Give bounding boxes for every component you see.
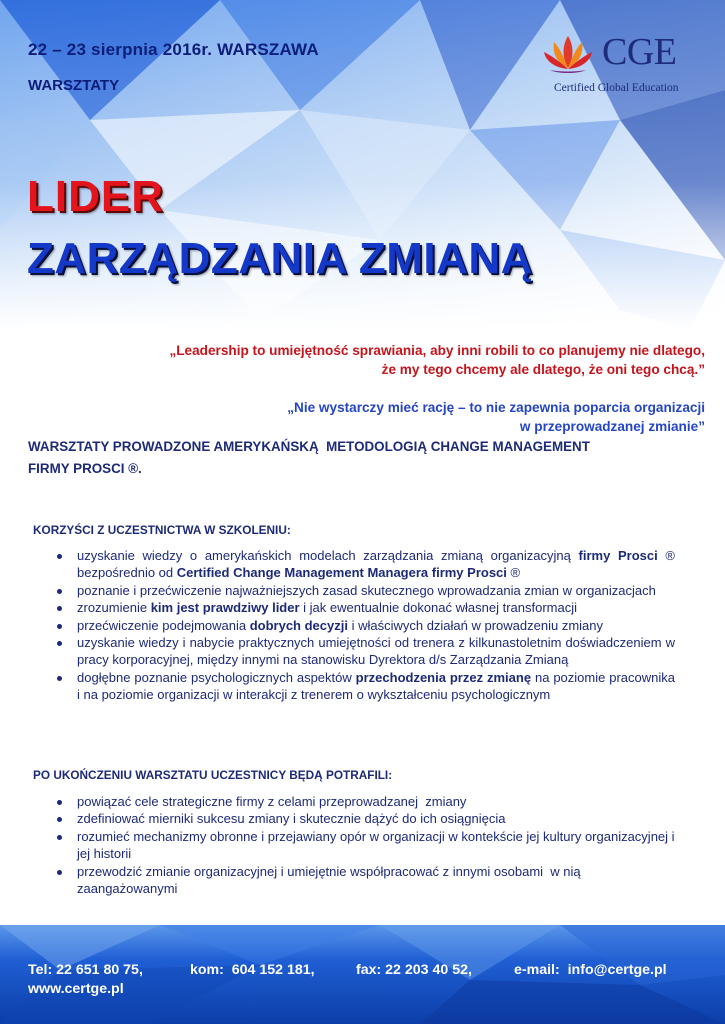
methodology-heading-line-1: WARSZTATY PROWADZONE AMERYKAŃSKĄ METODOLOGIĄ CHANGE MANAGEMENT [28, 439, 590, 454]
quote-support-line-1: „Nie wystarczy mieć rację – to nie zapewnia poparcia organizacji [287, 400, 705, 415]
footer-website[interactable]: www.certge.pl [28, 981, 124, 997]
methodology-heading-line-2: FIRMY PROSCI ®. [28, 461, 142, 476]
list-item: poznanie i przećwiczenie najważniejszych zasad skutecznego wprowadzania zmian w organizacjach [55, 582, 675, 599]
lotus-flower-icon [540, 32, 596, 78]
quote-leadership-line-1: „Leadership to umiejętność sprawiania, aby inni robili to co planujemy nie dlatego, [169, 343, 705, 358]
list-item: przećwiczenie podejmowania dobrych decyzji i właściwych działań w prowadzeniu zmiany [55, 617, 675, 634]
quote-leadership-line-2: że my tego chcemy ale dlatego, że oni tego chcą.” [381, 362, 705, 377]
cge-logo [540, 30, 700, 100]
list-item: dogłębne poznanie psychologicznych aspektów przechodzenia przez zmianę na poziomie pracownika i na poziomie organizacji w interakcji z trenerem o wykształceniu psychologicznym [55, 669, 675, 704]
footer-contact [28, 962, 667, 978]
outcomes-list [55, 793, 675, 897]
list-item: powiązać cele strategiczne firmy z celami przeprowadzanej zmiany [55, 793, 675, 810]
benefits-list [55, 547, 675, 704]
outcomes-heading: PO UKOŃCZENIU WARSZTATU UCZESTNICY BĘDĄ POTRAFILI: [33, 768, 393, 782]
list-item: rozumieć mechanizmy obronne i przejawiany opór w organizacji w kontekście jej kultury organizacyjnej i jej historii [55, 828, 675, 863]
event-date: 22 – 23 sierpnia 2016r. WARSZAWA [28, 40, 319, 59]
list-item: zdefiniować mierniki sukcesu zmiany i skutecznie dążyć do ich osiągnięcia [55, 810, 675, 827]
list-item: przewodzić zmianie organizacyjnej i umiejętnie współpracować z innymi osobami w nią zaangażowanymi [55, 863, 675, 898]
event-type: WARSZTATY [28, 77, 120, 94]
footer-fax: fax: 22 203 40 52, [356, 962, 472, 978]
footer-email[interactable]: e-mail: info@certge.pl [514, 962, 667, 978]
methodology-heading [28, 436, 688, 480]
logo-subtext: Certified Global Education [554, 82, 679, 94]
footer-phone: Tel: 22 651 80 75, [28, 962, 143, 978]
list-item: uzyskanie wiedzy i nabycie praktycznych umiejętności od trenera z kilkunastoletnim doświadczeniem w pracy korporacyjnej, między innymi na stanowisku Dyrektora d/s Zarządzania Zmianą [55, 634, 675, 669]
footer-mobile: kom: 604 152 181, [190, 962, 315, 978]
quote-support-line-2: w przeprowadzanej zmianie” [519, 419, 705, 434]
logo-text: CGE [602, 31, 677, 73]
quote-leadership [105, 341, 705, 379]
quote-support [205, 398, 705, 436]
list-item: zrozumienie kim jest prawdziwy lider i jak ewentualnie dokonać własnej transformacji [55, 599, 675, 616]
list-item: uzyskanie wiedzy o amerykańskich modelach zarządzania zmianą organizacyjną firmy Prosci ® bezpośrednio od Certified Change Management Managera firmy Prosci ® [55, 547, 675, 582]
title-line-2: ZARZĄDZANIA ZMIANĄ [27, 234, 533, 283]
benefits-heading: KORZYŚCI Z UCZESTNICTWA W SZKOLENIU: [33, 523, 291, 537]
title-line-1: LIDER [27, 172, 164, 221]
